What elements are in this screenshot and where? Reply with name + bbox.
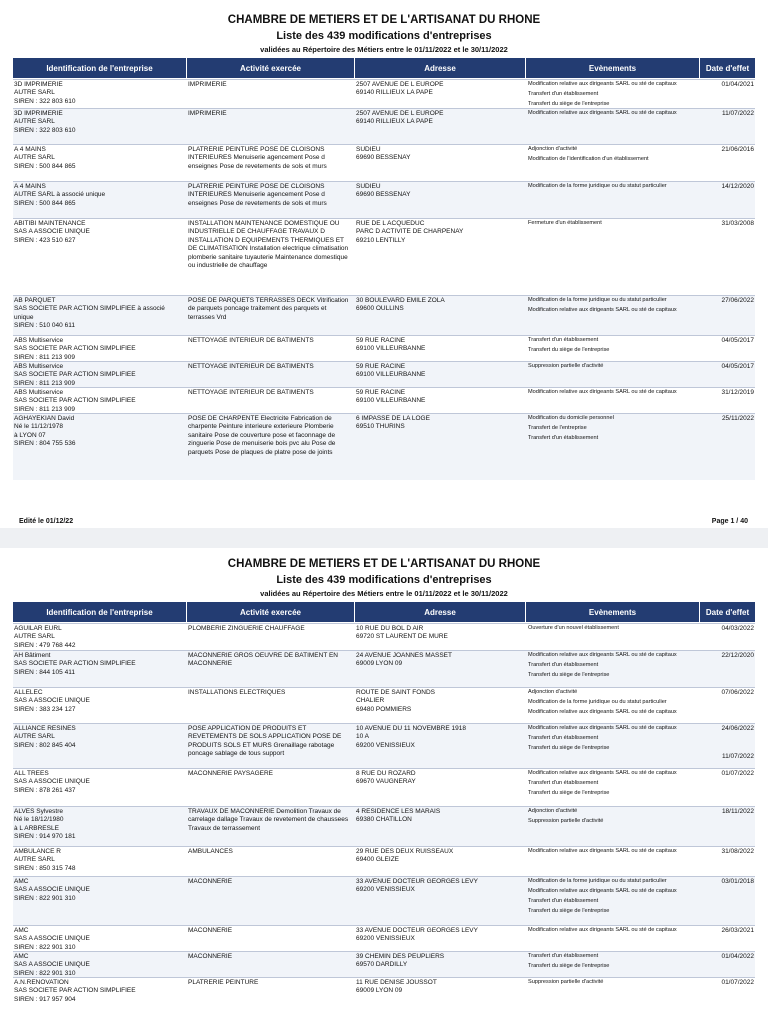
event-item: Modification de la forme juridique ou du statut particulier xyxy=(528,878,667,884)
address: 59 RUE RACINE 69100 VILLEURBANNE xyxy=(356,389,426,405)
address: SUDIEU 69690 BESSENAY xyxy=(356,146,411,162)
effective-date xyxy=(701,808,754,836)
table-row xyxy=(13,806,755,847)
event-item: Modification de la forme juridique ou du statut particulier xyxy=(528,297,667,303)
table-row xyxy=(13,876,755,926)
table-row xyxy=(13,650,755,688)
activity: MACONNERIE GROS OEUVRE DE BATIMENT EN MACONNERIE xyxy=(188,652,339,668)
company-identification: AGHAYEKIAN David Né le 11/12/1978 à LYON 07 SIREN : 804 755 536 xyxy=(14,415,76,448)
table-row xyxy=(13,387,755,414)
header-identification: Identification de l'entreprise xyxy=(13,58,187,78)
company-identification: ALLELEC SAS A ASSOCIE UNIQUE SIREN : 383 234 127 xyxy=(14,689,90,713)
event-item: Suppression partielle d'activité xyxy=(528,363,604,369)
date-value: 21/06/2016 xyxy=(721,146,754,153)
events xyxy=(528,725,698,755)
event-item: Modification relative aux dirigeants SARL ou sté de capitaux xyxy=(528,110,677,116)
event-item: Modification relative aux dirigeants SARL ou sté de capitaux xyxy=(528,725,677,731)
address: 30 BOULEVARD EMILE ZOLA 69600 OULLINS xyxy=(356,297,445,313)
events xyxy=(528,953,698,973)
events xyxy=(528,927,698,937)
date-value: 14/12/2020 xyxy=(721,183,754,190)
event-item: Transfert du siège de l'entreprise xyxy=(528,101,610,107)
date-value: 04/03/2022 xyxy=(721,625,754,632)
events xyxy=(528,297,698,317)
effective-date xyxy=(701,689,754,717)
event-item: Transfert d'un établissement xyxy=(528,662,599,668)
effective-date xyxy=(701,878,754,906)
company-identification: AMC SAS A ASSOCIE UNIQUE SIREN : 822 901 310 xyxy=(14,953,90,977)
table-row xyxy=(13,413,755,480)
event-item: Transfert du siège de l'entreprise xyxy=(528,963,610,969)
company-identification: AMC SAS A ASSOCIE UNIQUE SIREN : 822 901 310 xyxy=(14,927,90,951)
company-identification: AGUILAR EURL AUTRE SARL SIREN : 479 768 442 xyxy=(14,625,76,649)
table-row xyxy=(13,361,755,388)
events xyxy=(528,415,698,445)
activity: NETTOYAGE INTERIEUR DE BATIMENTS xyxy=(188,337,314,344)
date-value: 31/12/2019 xyxy=(721,389,754,396)
activity: INSTALLATIONS ELECTRIQUES xyxy=(188,689,286,696)
activity: PLOMBERIE ZINGUERIE CHAUFFAGE xyxy=(188,625,305,632)
events xyxy=(528,81,698,111)
event-item: Fermeture d'un établissement xyxy=(528,220,602,226)
table-row xyxy=(13,218,755,296)
address: 10 RUE DU BOL D AIR 69720 ST LAURENT DE MURE xyxy=(356,625,448,641)
activity: MACONNERIE xyxy=(188,953,233,960)
event-item: Suppression partielle d'activité xyxy=(528,979,604,985)
events xyxy=(528,625,698,635)
address: 39 CHEMIN DES PEUPLIERS 69570 DARDILLY xyxy=(356,953,445,969)
page-subtitle: Liste des 439 modifications d'entreprises xyxy=(276,574,492,586)
address: 33 AVENUE DOCTEUR GEORGES LEVY 69200 VENISSIEUX xyxy=(356,878,478,894)
date-value: 01/07/2022 xyxy=(721,979,754,986)
activity: TRAVAUX DE MACONNERIE Demolition Travaux de carrelage dallage Travaux de revetement de chaussees Travaux de terrassement xyxy=(188,808,349,832)
table-row xyxy=(13,768,755,807)
date-value: 26/03/2021 xyxy=(721,927,754,934)
company-identification: A.N.RENOVATION SAS SOCIETE PAR ACTION SIMPLIFIEE SIREN : 917 957 904 xyxy=(14,979,136,1003)
event-item: Adjonction d'activité xyxy=(528,146,578,152)
date-value: 01/07/2022 xyxy=(721,770,754,777)
activity: PLATRERIE PEINTURE xyxy=(188,979,259,986)
page-title: CHAMBRE DE METIERS ET DE L'ARTISANAT DU RHONE xyxy=(227,14,541,26)
event-item: Transfert d'un établissement xyxy=(528,91,599,97)
events xyxy=(528,220,698,230)
date-value: 01/04/2022 xyxy=(721,953,754,960)
event-item: Suppression partielle d'activité xyxy=(528,818,604,824)
activity: PLATRERIE PEINTURE POSE DE CLOISONS INTERIEURES Menuiserie agencement Pose d enseignes Pose de revetements de sols et murs xyxy=(188,183,327,207)
effective-date xyxy=(701,110,754,138)
events xyxy=(528,808,698,828)
event-item: Transfert d'un établissement xyxy=(528,435,599,441)
date-value: 25/11/2022 xyxy=(721,415,754,422)
event-item: Transfert du siège de l'entreprise xyxy=(528,672,610,678)
date-value: 11/07/2022 xyxy=(721,110,754,117)
event-item: Modification relative aux dirigeants SARL ou sté de capitaux xyxy=(528,770,677,776)
address: 59 RUE RACINE 69100 VILLEURBANNE xyxy=(356,363,426,379)
company-identification: A 4 MAINS AUTRE SARL à associé unique SIREN : 500 844 865 xyxy=(14,183,106,207)
company-identification: ALL TREES SAS A ASSOCIE UNIQUE SIREN : 878 261 437 xyxy=(14,770,90,794)
activity: PLATRERIE PEINTURE POSE DE CLOISONS INTERIEURES Menuiserie agencement Pose d enseignes Pose de revetements de sols et murs xyxy=(188,146,327,170)
table-row xyxy=(13,977,755,1009)
company-identification: ALLIANCE RESINES AUTRE SARL SIREN : 802 845 404 xyxy=(14,725,76,749)
event-item: Ouverture d'un nouvel établissement xyxy=(528,625,619,631)
company-identification: ABITIBI MAINTENANCE SAS A ASSOCIE UNIQUE SIREN : 423 510 627 xyxy=(14,220,90,244)
event-item: Transfert d'un établissement xyxy=(528,337,599,343)
event-item: Modification relative aux dirigeants SARL ou sté de capitaux xyxy=(528,81,677,87)
activity: MACONNERIE xyxy=(188,878,233,885)
effective-date xyxy=(701,183,754,211)
table-row xyxy=(13,79,755,109)
event-item: Adjonction d'activité xyxy=(528,689,578,695)
date-value: 31/03/2008 xyxy=(721,220,754,227)
events xyxy=(528,389,698,399)
address: 24 AVENUE JOANNES MASSET 69009 LYON 09 xyxy=(356,652,452,668)
date-value: 31/08/2022 xyxy=(721,848,754,855)
date-value: 18/11/2022 xyxy=(721,808,754,815)
activity: MACONNERIE PAYSAGERE xyxy=(188,770,273,777)
address: 59 RUE RACINE 69100 VILLEURBANNE xyxy=(356,337,426,353)
company-identification: 3D IMPRIMERIE AUTRE SARL SIREN : 322 803 610 xyxy=(14,81,76,105)
date-value: 11/07/2022 xyxy=(721,753,754,761)
effective-date xyxy=(701,979,754,1007)
event-item: Modification relative aux dirigeants SARL ou sté de capitaux xyxy=(528,307,677,313)
header-identification: Identification de l'entreprise xyxy=(13,602,187,622)
effective-date xyxy=(701,770,754,798)
company-identification: ABS Multiservice SAS SOCIETE PAR ACTION SIMPLIFIEE SIREN : 811 213 909 xyxy=(14,363,136,387)
company-identification: ABS Multiservice SAS SOCIETE PAR ACTION SIMPLIFIEE SIREN : 811 213 909 xyxy=(14,389,136,413)
header-adresse: Adresse xyxy=(355,602,526,622)
event-item: Transfert d'un établissement xyxy=(528,898,599,904)
table-header xyxy=(13,602,755,622)
table-row xyxy=(13,846,755,877)
activity: NETTOYAGE INTERIEUR DE BATIMENTS xyxy=(188,389,314,396)
events xyxy=(528,878,698,918)
footer-page: Page 1 / 40 xyxy=(711,518,748,525)
date-value: 04/05/2017 xyxy=(721,363,754,370)
events xyxy=(528,337,698,357)
event-item: Transfert du siège de l'entreprise xyxy=(528,745,610,751)
event-item: Adjonction d'activité xyxy=(528,808,578,814)
date-value: 27/06/2022 xyxy=(721,297,754,304)
company-identification: AH Bâtiment SAS SOCIETE PAR ACTION SIMPLIFIEE SIREN : 844 105 411 xyxy=(14,652,136,676)
effective-date xyxy=(701,848,754,876)
table-row xyxy=(13,623,755,651)
event-item: Modification de la forme juridique ou du statut particulier xyxy=(528,183,667,189)
activity: INSTALLATION MAINTENANCE DOMESTIQUE OU INDUSTRIELLE DE CHAUFFAGE TRAVAUX D INSTALLATION D EQUIPEMENTS THERMIQUES ET DE CLIMATISATION Installation electrique climatisation plomberie sanitaire tuyauterie Maintenance domestique ou industrielle de chauffage xyxy=(188,220,349,270)
address: 33 AVENUE DOCTEUR GEORGES LEVY 69200 VENISSIEUX xyxy=(356,927,478,943)
address: 2507 AVENUE DE L EUROPE 69140 RILLIEUX LA PAPE xyxy=(356,81,444,97)
page-title: CHAMBRE DE METIERS ET DE L'ARTISANAT DU RHONE xyxy=(227,558,541,570)
event-item: Transfert d'un établissement xyxy=(528,735,599,741)
date-value: 04/05/2017 xyxy=(721,337,754,344)
table-row xyxy=(13,723,755,769)
event-item: Modification relative aux dirigeants SARL ou sté de capitaux xyxy=(528,888,677,894)
event-item: Transfert d'un établissement xyxy=(528,953,599,959)
event-item: Transfert du siège de l'entreprise xyxy=(528,908,610,914)
address: 11 RUE DENISE JOUSSOT 69009 LYON 09 xyxy=(356,979,437,995)
activity: AMBULANCES xyxy=(188,848,233,855)
address: 8 RUE DU ROZARD 69670 VAUGNERAY xyxy=(356,770,416,786)
company-identification: ALVES Sylvestre Né le 18/12/1980 à L ARBRESLE SIREN : 914 970 181 xyxy=(14,808,76,841)
page-subtitle: Liste des 439 modifications d'entreprises xyxy=(276,30,492,42)
company-identification: AMBULANCE R AUTRE SARL SIREN : 850 315 748 xyxy=(14,848,76,872)
address: 6 IMPASSE DE LA LOGE 69510 THURINS xyxy=(356,415,430,431)
address: 2507 AVENUE DE L EUROPE 69140 RILLIEUX LA PAPE xyxy=(356,110,444,126)
table-row xyxy=(13,925,755,952)
activity: POSE APPLICATION DE PRODUITS ET REVETEMENTS DE SOLS APPLICATION POSE DE PRODUITS SOLS ET MURS Grenaillage rabotage poncage sablage de tous support xyxy=(188,725,342,758)
effective-date xyxy=(701,146,754,174)
company-identification: ABS Multiservice SAS SOCIETE PAR ACTION SIMPLIFIEE SIREN : 811 213 909 xyxy=(14,337,136,361)
event-item: Modification du domicile personnel xyxy=(528,415,614,421)
events xyxy=(528,183,698,193)
event-item: Modification de la forme juridique ou du statut particulier xyxy=(528,699,667,705)
event-item: Transfert d'un établissement xyxy=(528,780,599,786)
event-item: Modification relative aux dirigeants SARL ou sté de capitaux xyxy=(528,389,677,395)
address: 4 RESIDENCE LES MARAIS 69380 CHATILLON xyxy=(356,808,441,824)
header-adresse: Adresse xyxy=(355,58,526,78)
activity: MACONNERIE xyxy=(188,927,233,934)
event-item: Transfert du siège de l'entreprise xyxy=(528,790,610,796)
header-evenements: Evènements xyxy=(526,602,700,622)
table-row xyxy=(13,295,755,336)
date-value: 03/01/2018 xyxy=(721,878,754,885)
event-item: Transfert du siège de l'entreprise xyxy=(528,347,610,353)
events xyxy=(528,652,698,682)
activity: POSE DE CHARPENTE Electricite Fabrication de charpente Peinture interieure exterieure Plomberie sanitaire Pose de couverture pose et faconnage de zinguerie Pose de menuiserie bois pvc alu Pose de parquets Pose de plaques de platre pose de joints xyxy=(188,415,336,456)
events xyxy=(528,848,698,858)
events xyxy=(528,363,698,373)
activity: POSE DE PARQUETS TERRASSES DECK Vitrification de parquets poncage traitement des parquets et terrasses Vrd xyxy=(188,297,349,321)
header-activite: Activité exercée xyxy=(187,58,355,78)
table-row xyxy=(13,687,755,724)
table-row xyxy=(13,108,755,145)
table-row xyxy=(13,951,755,978)
date-value: 22/12/2020 xyxy=(721,652,754,659)
table-header xyxy=(13,58,755,78)
date-value: 01/04/2021 xyxy=(721,81,754,88)
effective-date xyxy=(701,652,754,680)
event-item: Modification relative aux dirigeants SARL ou sté de capitaux xyxy=(528,652,677,658)
events xyxy=(528,689,698,719)
header-date: Date d'effet xyxy=(705,63,750,73)
period-line: validées au Répertoire des Métiers entre le 01/11/2022 et le 30/11/2022 xyxy=(260,589,508,598)
header-activite: Activité exercée xyxy=(187,602,355,622)
company-identification: AMC SAS A ASSOCIE UNIQUE SIREN : 822 901 310 xyxy=(14,878,90,902)
company-identification: AB PARQUET SAS SOCIETE PAR ACTION SIMPLIFIEE à associé unique SIREN : 510 040 611 xyxy=(14,297,165,330)
effective-date xyxy=(701,297,754,325)
company-identification: 3D IMPRIMERIE AUTRE SARL SIREN : 322 803 610 xyxy=(14,110,76,134)
address: 10 AVENUE DU 11 NOVEMBRE 1918 10 A 69200 VENISSIEUX xyxy=(356,725,466,749)
events xyxy=(528,979,698,989)
page-2 xyxy=(0,548,768,1024)
address: SUDIEU 69690 BESSENAY xyxy=(356,183,411,199)
event-item: Transfert de l'entreprise xyxy=(528,425,587,431)
header-evenements: Evènements xyxy=(526,58,700,78)
event-item: Modification relative aux dirigeants SARL ou sté de capitaux xyxy=(528,927,677,933)
date-value: 07/06/2022 xyxy=(721,689,754,696)
event-item: Modification relative aux dirigeants SARL ou sté de capitaux xyxy=(528,709,677,715)
date-value: 24/06/2022 xyxy=(721,725,754,732)
events xyxy=(528,770,698,800)
effective-date xyxy=(701,415,754,443)
event-item: Modification de l'identification d'un établissement xyxy=(528,156,649,162)
activity: IMPRIMERIE xyxy=(188,81,227,88)
effective-date xyxy=(701,81,754,109)
header-date: Date d'effet xyxy=(705,607,750,617)
event-item: Modification relative aux dirigeants SARL ou sté de capitaux xyxy=(528,848,677,854)
effective-date xyxy=(701,220,754,248)
address: RUE DE L ACQUEDUC PARC D ACTIVITE DE CHARPENAY 69210 LENTILLY xyxy=(356,220,464,244)
period-line: validées au Répertoire des Métiers entre le 01/11/2022 et le 30/11/2022 xyxy=(260,45,508,54)
footer-edited: Edité le 01/12/22 xyxy=(19,518,74,525)
table-row xyxy=(13,335,755,362)
events xyxy=(528,146,698,166)
page-separator xyxy=(0,528,768,548)
events xyxy=(528,110,698,120)
address: 29 RUE DES DEUX RUISSEAUX 69400 GLEIZE xyxy=(356,848,454,864)
activity: IMPRIMERIE xyxy=(188,110,227,117)
table-row xyxy=(13,144,755,182)
activity: NETTOYAGE INTERIEUR DE BATIMENTS xyxy=(188,363,314,370)
company-identification: A 4 MAINS AUTRE SARL SIREN : 500 844 865 xyxy=(14,146,76,170)
address: ROUTE DE SAINT FONDS CHALIER 69480 POMMIERS xyxy=(356,689,435,713)
table-row xyxy=(13,181,755,219)
